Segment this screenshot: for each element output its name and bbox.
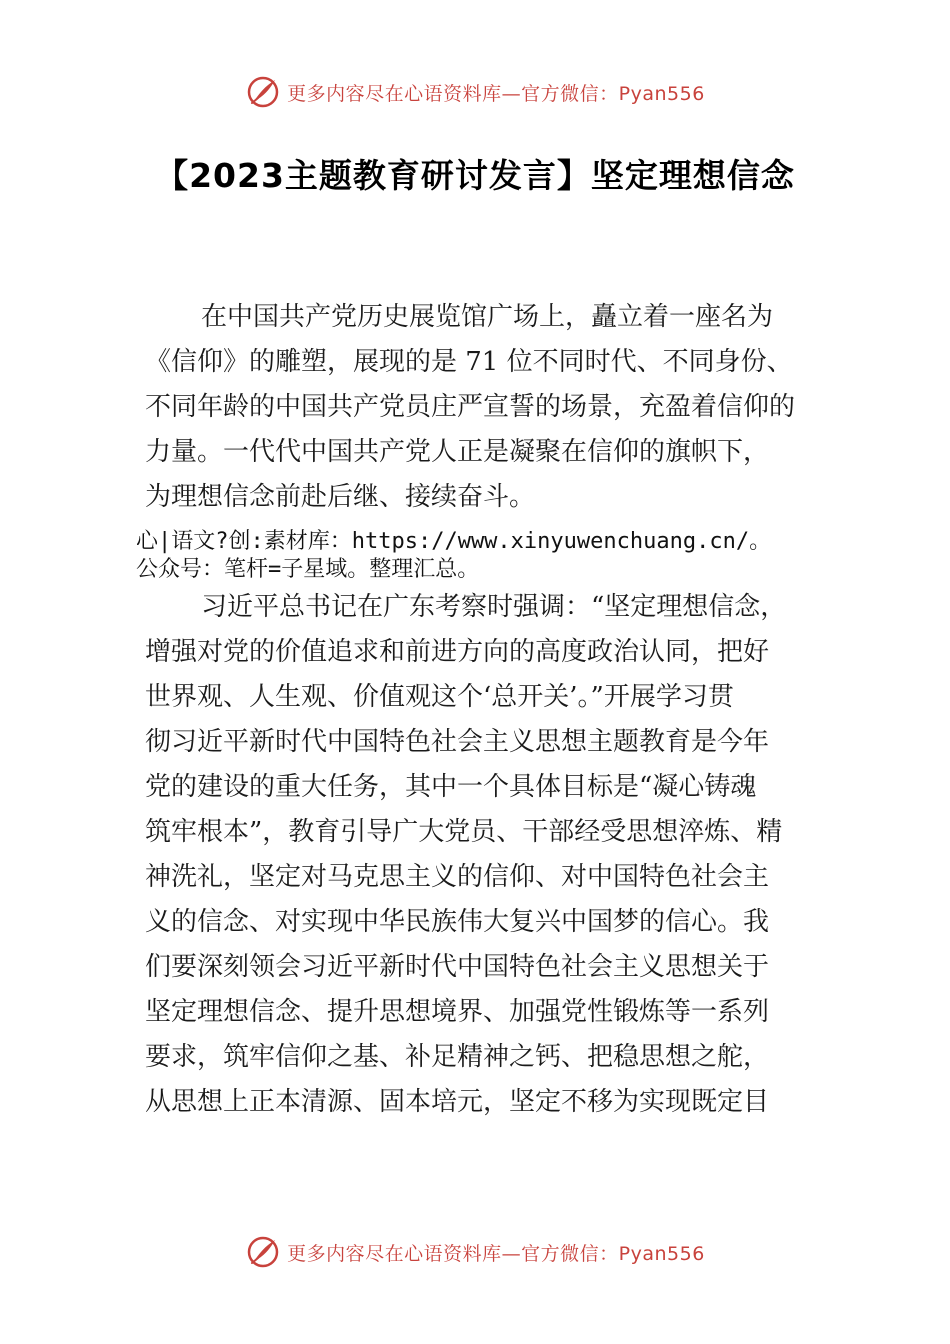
- paragraph-1: [145, 295, 835, 520]
- paragraph-line: 神洗礼，坚定对马克思主义的信仰、对中国特色社会主: [145, 862, 770, 892]
- paragraph-line: 习近平总书记在广东考察时强调：“坚定理想信念，: [201, 592, 787, 622]
- banner-wechat-id: Pyan556: [618, 1242, 705, 1265]
- paragraph-line: 们要深刻领会习近平新时代中国特色社会主义思想关于: [145, 952, 770, 982]
- source-note: [136, 528, 836, 584]
- banner-text: [287, 79, 705, 106]
- banner-text-cn: 更多内容尽在心语资料库—官方微信：: [287, 82, 619, 105]
- paragraph-line: 从思想上正本清源、固本培元，坚定不移为实现既定目: [145, 1087, 770, 1117]
- paragraph-line: 筑牢根本”，教育引导广大党员、干部经受思想淬炼、精: [145, 817, 783, 847]
- source-line: 心|语文?创:素材库：https://www.xinyuwenchuang.cn/。: [136, 529, 772, 554]
- paragraph-line: 为理想信念前赴后继、接续奋斗。: [145, 482, 536, 512]
- banner-text-cn: 更多内容尽在心语资料库—官方微信：: [287, 1242, 619, 1265]
- paragraph-line: 世界观、人生观、价值观这个‘总开关’。”开展学习贯: [145, 682, 734, 712]
- banner-text: [287, 1239, 705, 1266]
- banner-wechat-id: Pyan556: [618, 82, 705, 105]
- paragraph-line: 党的建设的重大任务，其中一个具体目标是“凝心铸魂: [145, 772, 757, 802]
- paragraph-line: 在中国共产党历史展览馆广场上，矗立着一座名为: [201, 302, 774, 332]
- quill-logo-icon: [245, 1234, 281, 1270]
- page-title: 【2023主题教育研讨发言】坚定理想信念: [155, 156, 795, 195]
- source-line: 公众号：笔杆=子星域。整理汇总。: [136, 557, 480, 582]
- quill-logo-icon: [245, 74, 281, 110]
- paragraph-line: 增强对党的价值追求和前进方向的高度政治认同，把好: [145, 637, 770, 667]
- paragraph-line: 彻习近平新时代中国特色社会主义思想主题教育是今年: [145, 727, 770, 757]
- paragraph-line: 力量。一代代中国共产党人正是凝聚在信仰的旗帜下，: [145, 437, 770, 467]
- paragraph-2: [145, 585, 835, 1125]
- header-banner: [0, 72, 950, 112]
- footer-banner: [0, 1232, 950, 1272]
- paragraph-line: 坚定理想信念、提升思想境界、加强党性锻炼等一系列: [145, 997, 770, 1027]
- paragraph-line: 不同年龄的中国共产党员庄严宣誓的场景，充盈着信仰的: [145, 392, 796, 422]
- paragraph-line: 义的信念、对实现中华民族伟大复兴中国梦的信心。我: [145, 907, 770, 937]
- paragraph-line: 《信仰》的雕塑，展现的是 71 位不同时代、不同身份、: [145, 347, 793, 377]
- paragraph-line: 要求，筑牢信仰之基、补足精神之钙、把稳思想之舵，: [145, 1042, 770, 1072]
